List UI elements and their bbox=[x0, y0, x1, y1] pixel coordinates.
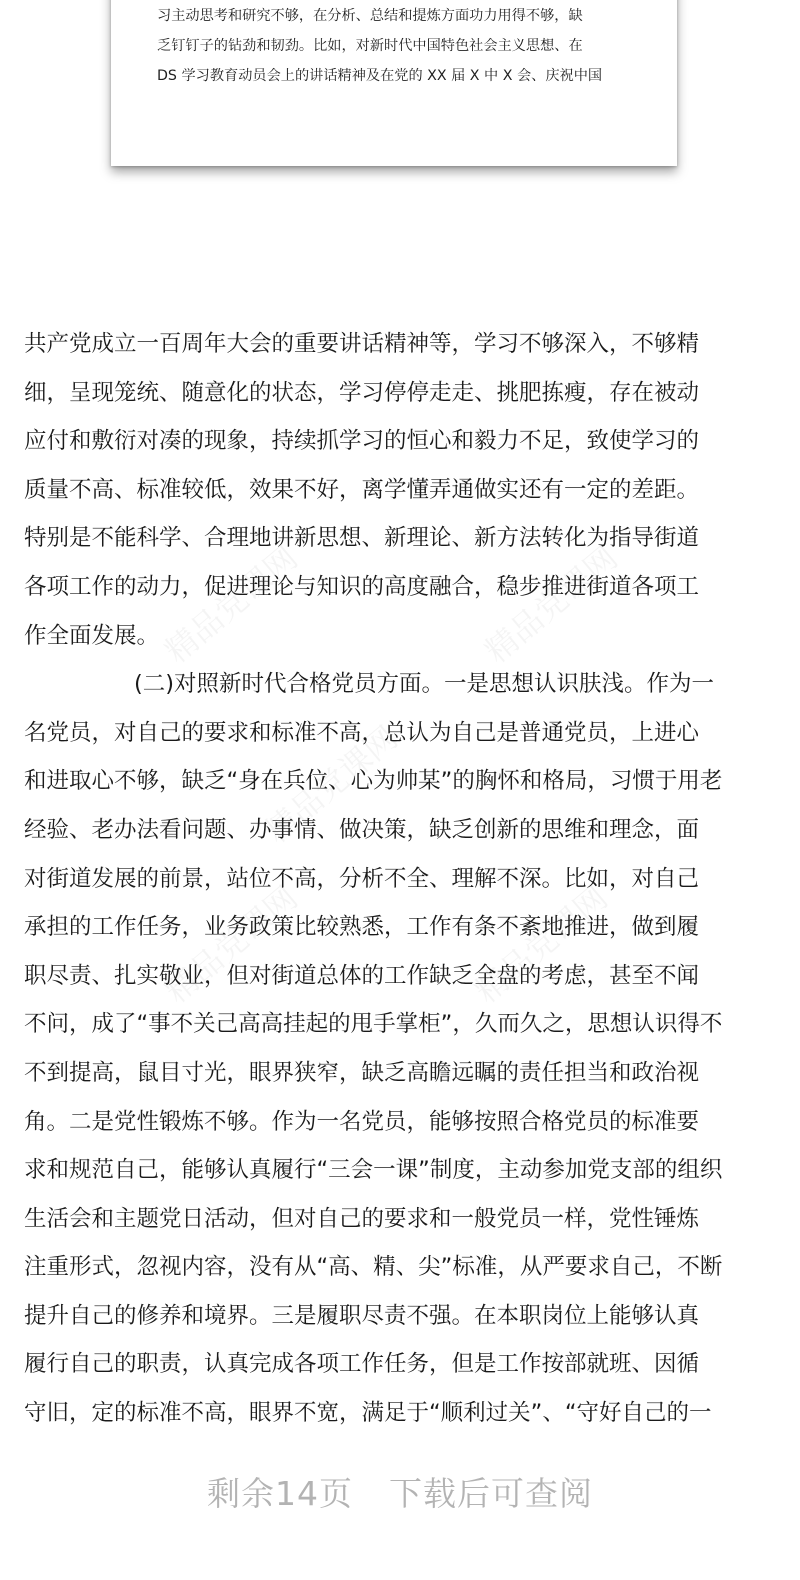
preview-card bbox=[111, 0, 677, 166]
body-line: 特别是不能科学、合理地讲新思想、新理论、新方法转化为指导街道 bbox=[24, 525, 700, 552]
preview-line: 习主动思考和研究不够，在分析、总结和提炼方面功力用得不够，缺 bbox=[157, 8, 583, 24]
body-line: 注重形式，忽视内容，没有从“高、精、尖”标准，从严要求自己，不断 bbox=[24, 1254, 723, 1281]
body-line: 履行自己的职责，认真完成各项工作任务，但是工作按部就班、因循 bbox=[24, 1351, 700, 1378]
download-to-view-label: 下载后可查阅 bbox=[389, 1474, 593, 1513]
body-line: 求和规范自己，能够认真履行“三会一课”制度，主动参加党支部的组织 bbox=[24, 1157, 723, 1184]
body-line: 和进取心不够，缺乏“身在兵位、心为帅某”的胸怀和格局，习惯于用老 bbox=[24, 768, 723, 795]
body-line: 提升自己的修养和境界。三是履职尽责不强。在本职岗位上能够认真 bbox=[24, 1302, 700, 1329]
body-line: 细，呈现笼统、随意化的状态，学习停停走走、挑肥拣瘦，存在被动 bbox=[24, 379, 700, 406]
body-line: 对街道发展的前景，站位不高，分析不全、理解不深。比如，对自己 bbox=[24, 865, 700, 892]
body-line: 质量不高、标准较低，效果不好，离学懂弄通做实还有一定的差距。 bbox=[24, 476, 700, 503]
remaining-pages-label: 剩余14页 bbox=[207, 1474, 353, 1513]
body-line: 名党员，对自己的要求和标准不高，总认为自己是普通党员，上进心 bbox=[24, 719, 700, 746]
body-line: 职尽责、扎实敬业，但对街道总体的工作缺乏全盘的考虑，甚至不闻 bbox=[24, 962, 700, 989]
preview-line: 乏钉钉子的钻劲和韧劲。比如，对新时代中国特色社会主义思想、在 bbox=[157, 38, 583, 54]
body-line: 经验、老办法看问题、办事情、做决策，缺乏创新的思维和理念，面 bbox=[24, 816, 700, 843]
section-heading-line: (二)对照新时代合格党员方面。一是思想认识肤浅。作为一 bbox=[134, 671, 715, 698]
body-line: 不问，成了“事不关己高高挂起的甩手掌柜”，久而久之，思想认识得不 bbox=[24, 1011, 723, 1038]
body-line: 角。二是党性锻炼不够。作为一名党员，能够按照合格党员的标准要 bbox=[24, 1108, 700, 1135]
preview-line: DS 学习教育动员会上的讲话精神及在党的 XX 届 X 中 X 会、庆祝中国 bbox=[157, 68, 603, 84]
body-line: 共产党成立一百周年大会的重要讲话精神等，学习不够深入，不够精 bbox=[24, 331, 700, 357]
document-body bbox=[24, 320, 776, 1438]
body-line: 不到提高，鼠目寸光，眼界狭窄，缺乏高瞻远瞩的责任担当和政治视 bbox=[24, 1059, 700, 1086]
body-line: 各项工作的动力，促进理论与知识的高度融合，稳步推进街道各项工 bbox=[24, 573, 700, 600]
download-prompt[interactable] bbox=[0, 1468, 800, 1515]
body-line: 应付和敷衍对凑的现象，持续抓学习的恒心和毅力不足，致使学习的 bbox=[24, 428, 700, 455]
body-line: 守旧，定的标准不高，眼界不宽，满足于“顺利过关”、“守好自己的一 bbox=[24, 1400, 712, 1427]
body-line: 生活会和主题党日活动，但对自己的要求和一般党员一样，党性锤炼 bbox=[24, 1205, 700, 1232]
body-line: 作全面发展。 bbox=[24, 622, 160, 649]
body-line: 承担的工作任务，业务政策比较熟悉，工作有条不紊地推进，做到履 bbox=[24, 914, 700, 941]
